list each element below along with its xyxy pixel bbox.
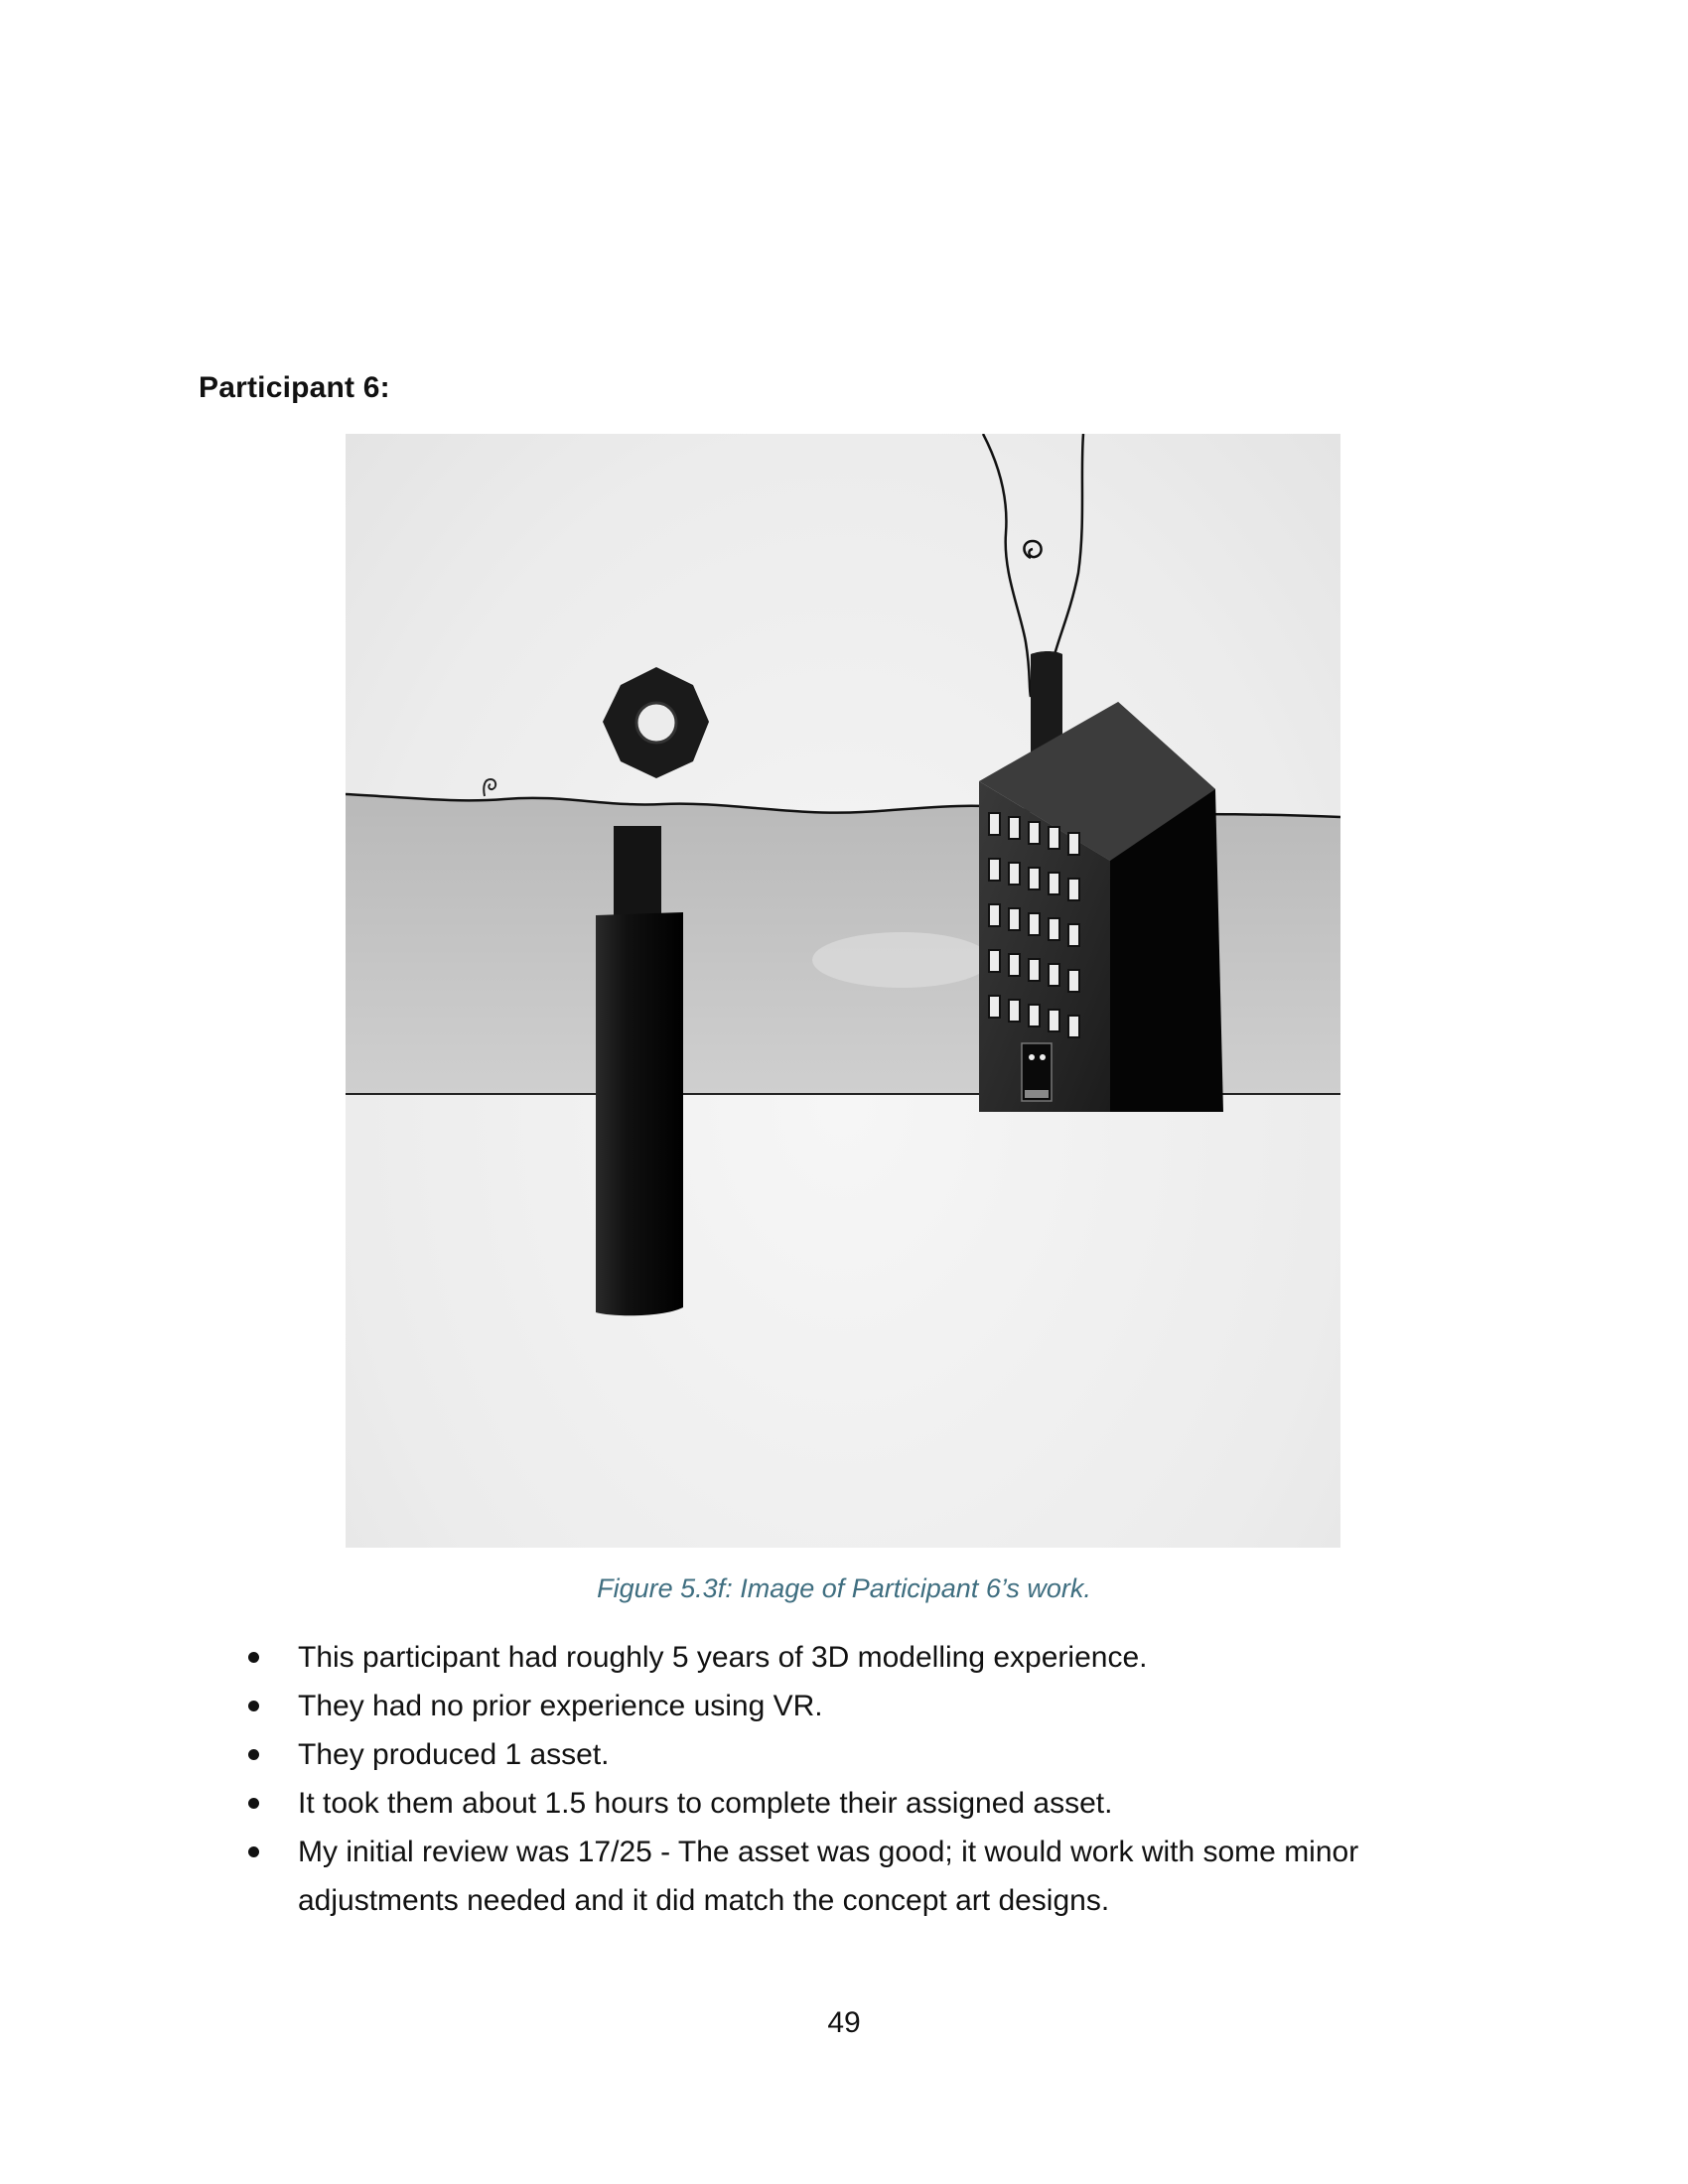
list-item-text: My initial review was 17/25 - The asset was good; it would work with some minor adjustments needed and it did match the concept art designs. (298, 1836, 1359, 1917)
list-item (246, 1828, 1458, 1925)
list-item (246, 1779, 1458, 1828)
list-item (246, 1730, 1458, 1779)
list-item-text: This participant had roughly 5 years of 3D modelling experience. (298, 1641, 1148, 1674)
figure-caption: Figure 5.3f: Image of Participant 6’s work. (597, 1573, 1091, 1603)
bullet-icon (248, 1652, 259, 1663)
list-item-text: They produced 1 asset. (298, 1738, 610, 1771)
page-number: 49 (827, 2006, 861, 2039)
bullet-icon (248, 1798, 259, 1809)
building-door (1022, 1043, 1052, 1101)
section-heading: Participant 6: (199, 371, 390, 404)
bullet-icon (248, 1749, 259, 1760)
spiral-decoration-icon (484, 779, 495, 796)
list-item-text: They had no prior experience using VR. (298, 1690, 823, 1722)
bullet-icon (248, 1846, 259, 1857)
participant-work-image (346, 434, 1340, 1548)
summary-bullet-list (246, 1633, 1458, 1925)
list-item (246, 1633, 1458, 1682)
building-object (979, 702, 1223, 1112)
list-item (246, 1682, 1458, 1730)
list-item-text: It took them about 1.5 hours to complete their assigned asset. (298, 1787, 1113, 1820)
bullet-icon (248, 1701, 259, 1711)
